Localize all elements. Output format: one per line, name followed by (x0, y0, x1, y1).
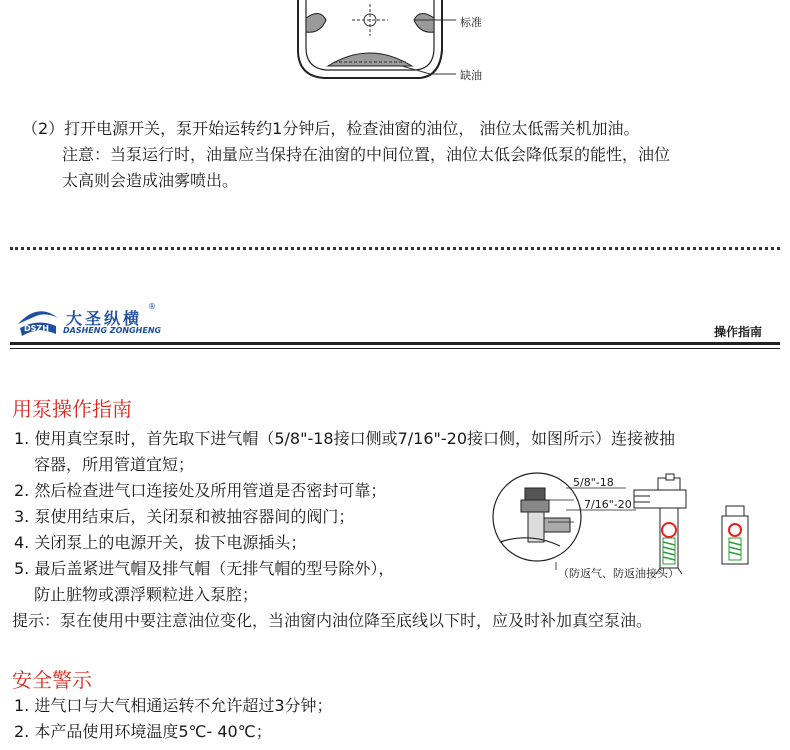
label-standard: 标准 (460, 16, 482, 29)
fitting-caption: （防返气、防返油接头） (558, 567, 679, 580)
label-58: 5/8"-18 (573, 476, 614, 489)
step2-line3: 太高则会造成油雾喷出。 (62, 171, 239, 190)
label-low-oil: 缺油 (460, 69, 482, 82)
logo-text: DSZH (24, 324, 49, 333)
oil-window-figure (280, 0, 520, 88)
safety-item1: 1. 进气口与大气相通运转不允许超过3分钟； (14, 696, 333, 715)
brand-registered: ® (148, 302, 156, 311)
brand-name-cn: 大圣纵横 (66, 309, 143, 328)
header-rule (10, 342, 780, 345)
section-divider (10, 247, 780, 250)
operation-item5-line2: 防止脏物或漂浮颗粒进入泵腔； (34, 585, 259, 604)
operation-item2: 2. 然后检查进气口连接处及所用管道是否密封可靠； (14, 481, 387, 500)
safety-title: 安全警示 (12, 668, 92, 692)
safety-item2: 2. 本产品使用环境温度5℃- 40℃； (14, 722, 272, 741)
brand-name-en: DASHENG ZONGHENG (63, 326, 162, 335)
operation-item4: 4. 关闭泵上的电源开关，拔下电源插头； (14, 533, 307, 552)
operation-title: 用泵操作指南 (12, 397, 132, 421)
operation-item3: 3. 泵使用结束后，关闭泵和被抽容器间的阀门； (14, 507, 355, 526)
operation-item1-line2: 容器，所用管道宜短； (34, 455, 195, 474)
brand-logo (16, 304, 60, 338)
step2-line2: 注意：当泵运行时，油量应当保持在油窗的中间位置，油位太低会降低泵的能性，油位 (62, 145, 671, 164)
operation-item5-line1: 5. 最后盖紧进气帽及排气帽（无排气帽的型号除外）， (14, 559, 395, 578)
operation-tip: 提示：泵在使用中要注意油位变化，当油窗内油位降至底线以下时，应及时补加真空泵油。 (12, 611, 653, 630)
operation-item1-line1: 1. 使用真空泵时，首先取下进气帽（5/8"-18接口侧或7/16"-20接口侧，如图所示）连接被抽 (14, 429, 676, 448)
label-716: 7/16"-20 (584, 498, 632, 511)
section-tag: 操作指南 (714, 325, 763, 339)
header-rule-thin (10, 348, 780, 349)
step2-line1: （2）打开电源开关，泵开始运转约1分钟后，检查油窗的油位， 油位太低需关机加油。 (22, 119, 640, 138)
